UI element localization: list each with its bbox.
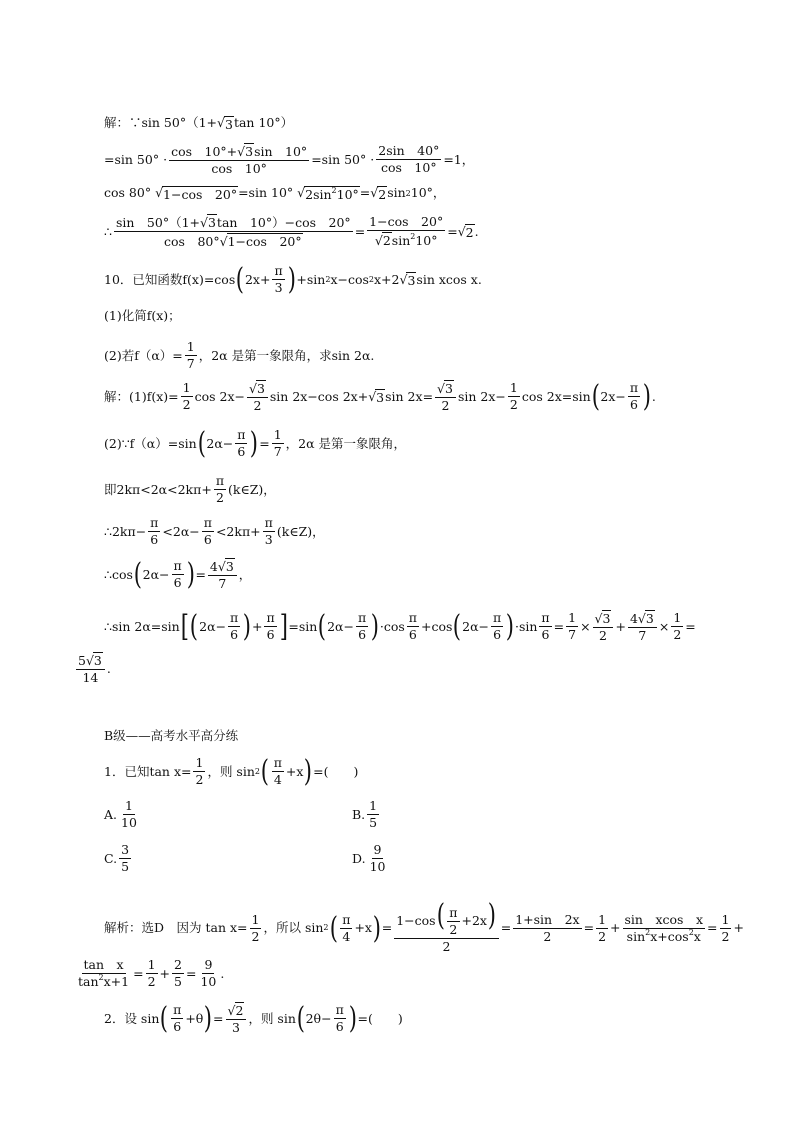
solution-10-step-2: (2)∵f（α）=sin ( 2α− $\frac{\pi}{6}$ ) = $\frac{1}{7}$ ，2α 是第一象限角， [104,426,407,462]
solution-a-line-2: =sin 50° · $\frac{\cos 10^\circ+√3\sin 10^\circ}{\cos 10^\circ}$ =sin 50° · $\frac{2\sin 40^\circ}{\cos 10^\circ}$ =1， [104,143,475,177]
solution-1-continuation: $\frac{\text{tan x}}{\tan^2x+1}$ = $\frac{1}{2}$ + $\frac{2}{5}$ = $\frac{9}{10}$ . [78,957,225,990]
solution-a-line-4: ∴ $\frac{\sin 50^\circ(1+√3\tan 10^\circ)-\cos 20^\circ}{\cos 80^\circ√1-\cos 20^\circ}$ = $\frac{1-\cos 20^\circ}{√2\sin^210^\circ}$ = √ 2 . [104,214,479,250]
section-b-title: B级——高考水平高分练 [104,728,239,743]
question-10-part-1: (1)化简f(x)； [104,308,181,323]
question-10-part-2: (2)若f（α）= $\frac{1}{7}$ ，2α 是第一象限角，求sin 2α. [104,339,375,372]
question-1-option-b: B. $\frac{1}{5}$ [352,798,378,831]
question-1-option-d: D. $\frac{9}{10}$ [352,842,386,875]
solution-10-step-5: ∴cos ( 2α− $\frac{\pi}{6}$ ) = $\frac{4√3}{7}$ ， [104,557,252,593]
question-1-option-c: C. $\frac{3}{5}$ [104,842,130,875]
question-1-option-a: A. $\frac{1}{10}$ [104,798,137,831]
solution-10-step-1: 解：(1)f(x)= $\frac{1}{2}$ cos 2x− $\frac{√3}{2}$ sin 2x−cos 2x+ √ 3 sin 2x= $\frac{√3}{2}$ sin 2x− $\frac{1}{2}$ cos 2x=sin ( 2x− $\frac{\pi}{6}$ ) . [104,379,656,415]
solution-1-line: 解析：选D 因为 tan x= $\frac{1}{2}$ ，所以 sin 2 ( $\frac{\pi}{4}$ +x ) = 1−cos( $\frac{\pi}{2}$ +2x) 2 = $\frac{1+\sin 2x}{2}$ = $\frac{1}{2}$ + $\frac{\text{sin xcos x}}{\sin^2x+\cos^2x}$ = $\frac{1}{2}$ + [104,898,744,955]
solution-a-line-3: cos 80° √ 1−cos 20° =sin 10° √ $2\sin^210^\circ$ = √ 2 sin 2 10°， [104,185,446,202]
question-1-stem: 1．已知tan x= $\frac{1}{2}$ ，则 sin 2 ( $\frac{\pi}{4}$ +x ) =( ) [104,754,359,790]
question-2-stem: 2．设 sin ( $\frac{\pi}{6}$ +θ ) = $\frac{√2}{3}$ ，则 sin ( 2θ− $\frac{\pi}{6}$ ) =( ) [104,1001,403,1037]
solution-10-step-4: ∴2kπ− $\frac{\pi}{6}$ <2α− $\frac{\pi}{6}$ <2kπ+ $\frac{\pi}{3}$ (k∈Z)， [104,515,325,548]
solution-10-step-6: ∴sin 2α=sin [ ( 2α− $\frac{\pi}{6}$ ) + $\frac{\pi}{6}$ ] =sin ( 2α− $\frac{\pi}{6}$ ) ·cos $\frac{\pi}{6}$ +cos ( 2α− $\frac{\pi}{6}$ ) ·sin $\frac{\pi}{6}$ = $\frac{1}{7}$ × $\frac{√3}{2}$ + $\frac{4√3}{7}$ × $\frac{1}{2}$ = [104,609,696,645]
solution-10-result: $\frac{5√3}{14}$ . [78,653,111,686]
solution-10-step-3: 即2kπ<2α<2kπ+ $\frac{\pi}{2}$ (k∈Z)， [104,473,276,506]
solution-a-line-1: 解：∵sin 50°（1+ √ 3 tan 10°） [104,115,294,132]
question-10-stem: 10．已知函数f(x)=cos ( 2x+ $\frac{\pi}{3}$ ) +sin 2 x−cos 2 x+2 √ 3 sin xcos x. [104,262,482,298]
